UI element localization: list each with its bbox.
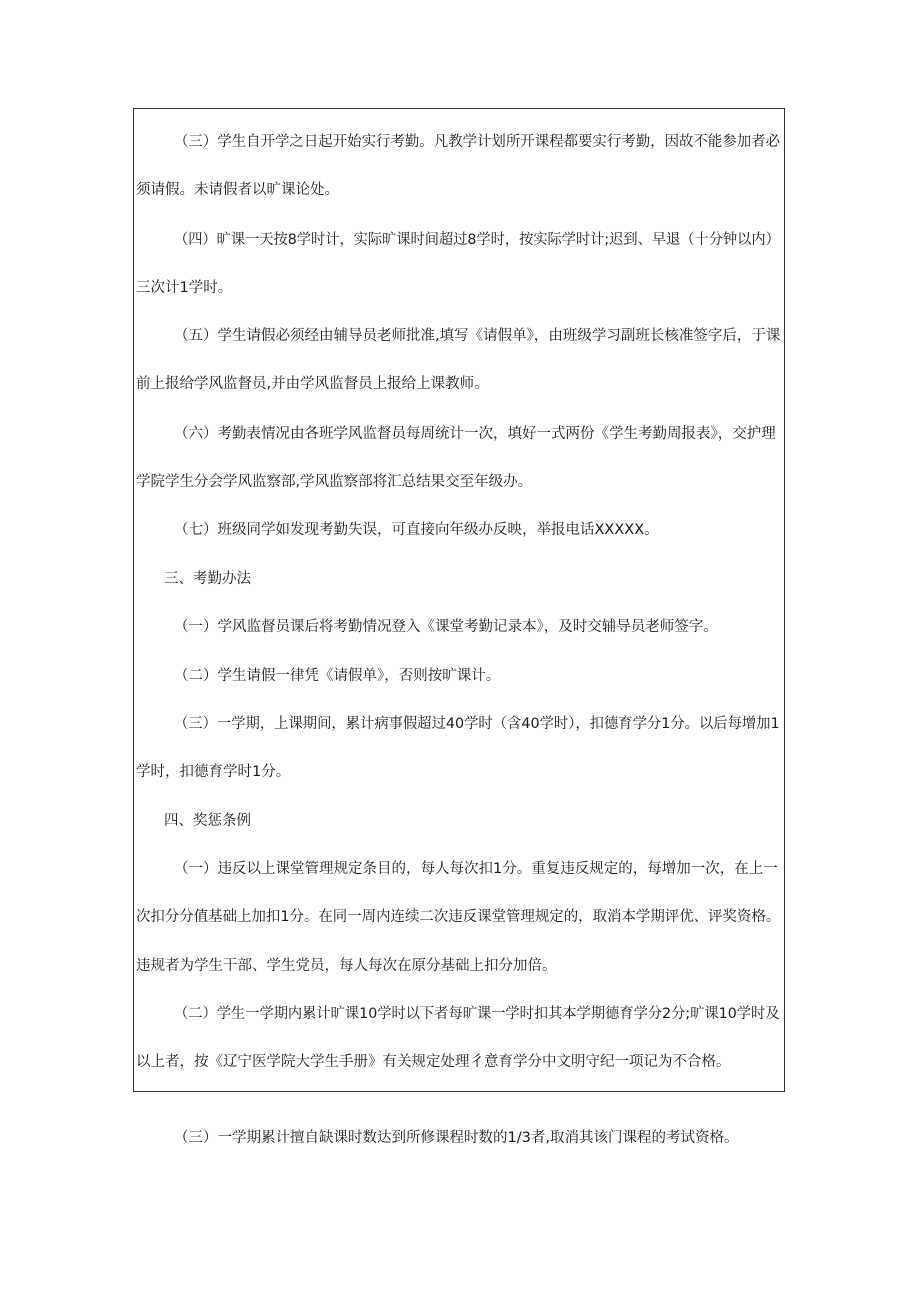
paragraph-line: 须请假。未请假者以旷课论处。 [136, 182, 339, 198]
section-heading: 四、奖惩条例 [164, 813, 251, 829]
paragraph-line: 三次计1学时。 [136, 280, 233, 296]
paragraph-line: 违规者为学生干部、学生党员，每人每次在原分基础上扣分加倍。 [136, 958, 557, 974]
paragraph-line: 学时，扣德育学时1分。 [136, 764, 291, 780]
paragraph-line: （三）一学期，上课期间，累计病事假超过40学时（含40学时），扣德育学分1分。以后每增加1 [174, 716, 780, 732]
paragraph-line: 次扣分分值基础上加扣1分。在同一周内连续二次违反课堂管理规定的，取消本学期评优、评奖资格。 [136, 909, 781, 925]
paragraph-line: （三）学生自开学之日起开始实行考勤。凡教学计划所开课程都要实行考勤，因故不能参加者必 [174, 134, 780, 150]
section-heading: 三、考勤办法 [164, 571, 251, 587]
paragraph-line: （五）学生请假必须经由辅导员老师批准,填写《请假单》，由班级学习副班长核准签字后，于课 [174, 328, 781, 344]
paragraph-line: （二）学生请假一律凭《请假单》，否则按旷课计。 [174, 668, 501, 684]
paragraph-line: （七）班级同学如发现考勤失误，可直接向年级办反映，举报电话XXXXX。 [174, 522, 659, 538]
paragraph-line: 学院学生分会学风监察部,学风监察部将汇总结果交至年级办。 [136, 474, 533, 490]
paragraph-line: （一）学风监督员课后将考勤情况登入《课堂考勤记录本》，及时交辅导员老师签字。 [174, 619, 718, 635]
paragraph-line: （二）学生一学期内累计旷课10学时以下者每旷课一学时扣其本学期德育学分2分;旷课10学时及 [174, 1006, 780, 1022]
paragraph-line: （三）一学期累计擅自缺课时数达到所修课程时数的1/3者,取消其该门课程的考试资格。 [174, 1130, 739, 1146]
paragraph-line: （六）考勤表情况由各班学风监督员每周统计一次，填好一式两份《学生考勤周报表》，交护理 [174, 426, 776, 442]
paragraph-line: 前上报给学风监督员,并由学风监督员上报给上课教师。 [136, 376, 489, 392]
paragraph-line: （四）旷课一天按8学时计，实际旷课时间超过8学时，按实际学时计;迟到、早退（十分钟以内） [174, 232, 780, 248]
paragraph-line: 以上者，按《辽宁医学院大学生手册》有关规定处理彳意育学分中文明守纪一项记为不合格。 [136, 1054, 731, 1070]
paragraph-line: （一）违反以上课堂管理规定条目的，每人每次扣1分。重复违反规定的，每增加一次，在上一 [174, 861, 778, 877]
content-box [133, 108, 785, 1092]
